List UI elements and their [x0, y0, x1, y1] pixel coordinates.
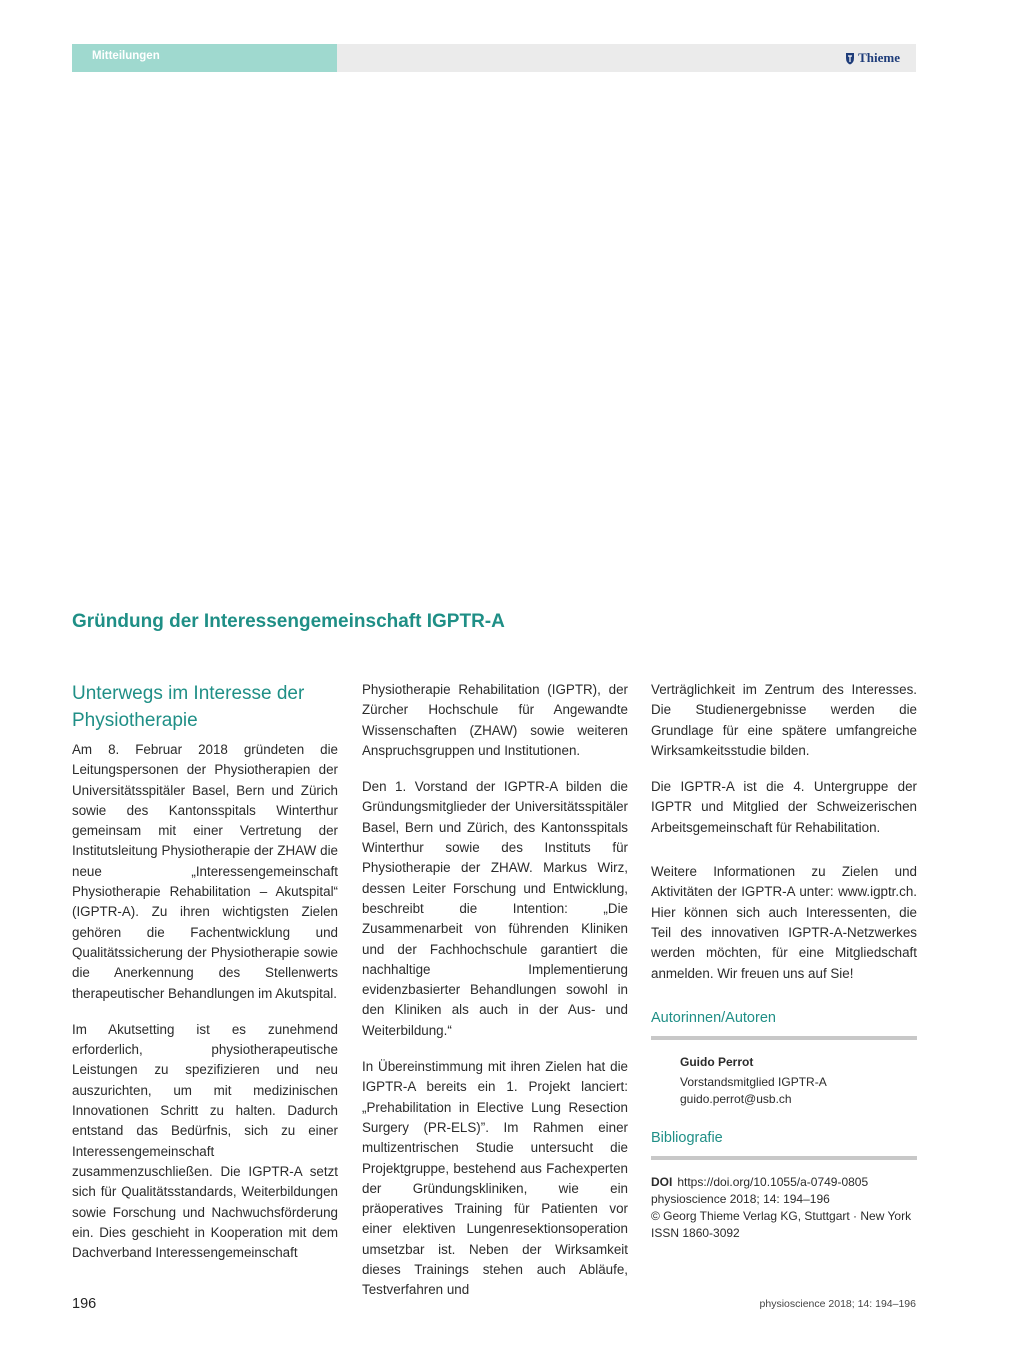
issn: ISSN 1860-3092	[651, 1226, 740, 1241]
bibliography-details	[651, 1174, 917, 1242]
divider	[651, 1156, 917, 1160]
author-name: Guido Perrot	[680, 1055, 754, 1070]
doi-link[interactable]: https://doi.org/10.1055/a-0749-0805	[677, 1175, 869, 1190]
thieme-logo-icon	[845, 52, 855, 65]
paragraph: Verträglichkeit im Zentrum des Interesses. Die Studienergebnisse werden die Grundlage für eine spätere umfangreiche Wirksamkeitsstudie bilden.	[651, 682, 917, 758]
section-tab	[72, 44, 337, 72]
bibliography-box	[651, 1128, 917, 1242]
article-subtitle: Unterwegs im Interesse der Physiotherapie	[72, 683, 305, 731]
column-3	[651, 680, 917, 1242]
paragraph: Den 1. Vorstand der IGPTR-A bilden die Gründungsmitglieder der Universitätsspitäler Basel, Bern und Zürich, des Kantonsspitals Winterthur sowie des Instituts für Physiotherapie der ZHAW. Markus Wirz, dessen Leiter Forschung und Entwicklung, beschreibt die Intention: „Die Zusammenarbeit von führenden Kliniken und der Fachhochschule garantiert die nachhaltige Implementierung evidenzbasierter Behandlungen sowohl in den Kliniken als auch in der Aus- und Weiterbildung.“	[362, 779, 628, 1038]
author-entry	[651, 1054, 917, 1108]
section-label: Mitteilungen	[92, 50, 160, 62]
paragraph: Physiotherapie Rehabilitation (IGPTR), der Zürcher Hochschule für Angewandte Wissenschaften (ZHAW) sowie weiteren Anspruchsgruppen und Institutionen.	[362, 682, 628, 758]
paragraph: Im Akutsetting ist es zunehmend erforderlich, physiotherapeutische Leistungen zu spezifizieren und neu auszurichten, um mit medizinischen Innovationen Schritt zu halten. Dadurch entstand das Bedürfnis, sich zu einer Interessengemeinschaft zusammenzuschließen. Die IGPTR-A setzt sich für Qualitätsstandards, Weiterbildungen sowie Forschung und Nachwuchsförderung ein. Dies geschieht in Kooperation mit dem Dachverband Interessengemeinschaft	[72, 1021, 338, 1261]
citation: physioscience 2018; 14: 194–196	[651, 1192, 830, 1207]
paragraph: In Übereinstimmung mit ihren Zielen hat die IGPTR-A bereits ein 1. Projekt lanciert: „Prehabilitation in Elective Lung Resection Surgery (PR-ELS)”. Im Rahmen einer multizentrischen Studie untersucht die Projektgruppe, bestehend aus Fachexperten der Gründungskliniken, wie ein präoperatives Training für Patienten vor einer elektiven Lungenresektionsoperation umsetzbar ist. Neben der Wirksamkeit dieses Trainings stehen auch Abläufe, Testverfahren und	[362, 1059, 628, 1298]
copyright: © Georg Thieme Verlag KG, Stuttgart · New York	[651, 1209, 912, 1224]
footer-citation: physioscience 2018; 14: 194–196	[759, 1298, 916, 1310]
brand-name: Thieme	[858, 50, 900, 65]
authors-box	[651, 1008, 917, 1108]
paragraph: Die IGPTR-A ist die 4. Untergruppe der IGPTR und Mitglied der Schweizerischen Arbeitsgemeinschaft für Rehabilitation.	[651, 779, 917, 835]
doi-line	[651, 1174, 917, 1191]
authors-heading: Autorinnen/Autoren	[651, 1009, 776, 1026]
paragraph: Am 8. Februar 2018 gründeten die Leitungspersonen der Physiotherapien der Universitätsspitäler Basel, Bern und Zürich sowie des Kantonsspitals Winterthur gemeinsam mit einer Vertretung der Institutsleitung Physiotherapie der ZHAW die neue „Interessengemeinschaft Physiotherapie Rehabilitation – Akutspital“ (IGPTR-A). Zu ihren wichtigsten Zielen gehören die Fachentwicklung und Qualitätssicherung der Physiotherapie sowie die Anerkennung des Stellenwerts therapeutischer Behandlungen im Akutspital.	[72, 742, 338, 1001]
page-number: 196	[72, 1296, 97, 1312]
publisher-brand[interactable]	[845, 50, 900, 66]
column-2	[362, 680, 628, 1317]
bibliography-heading: Bibliografie	[651, 1130, 723, 1147]
author-email[interactable]: guido.perrot@usb.ch	[680, 1092, 792, 1107]
doi-label: DOI	[651, 1175, 673, 1190]
paragraph: Weitere Informationen zu Zielen und Aktivitäten der IGPTR-A unter: www.igptr.ch. Hier können sich auch Interessenten, die Teil des innovativen IGPTR-A-Netzwerkes werden möchten, für eine Mitgliedschaft anmelden. Wir freuen uns auf Sie!	[651, 864, 917, 981]
author-role: Vorstandsmitglied IGPTR-A	[680, 1075, 827, 1090]
divider	[651, 1036, 917, 1040]
running-header	[72, 44, 916, 72]
article-title: Gründung der Interessengemeinschaft IGPTR-A	[72, 611, 505, 632]
column-1	[72, 680, 338, 1279]
